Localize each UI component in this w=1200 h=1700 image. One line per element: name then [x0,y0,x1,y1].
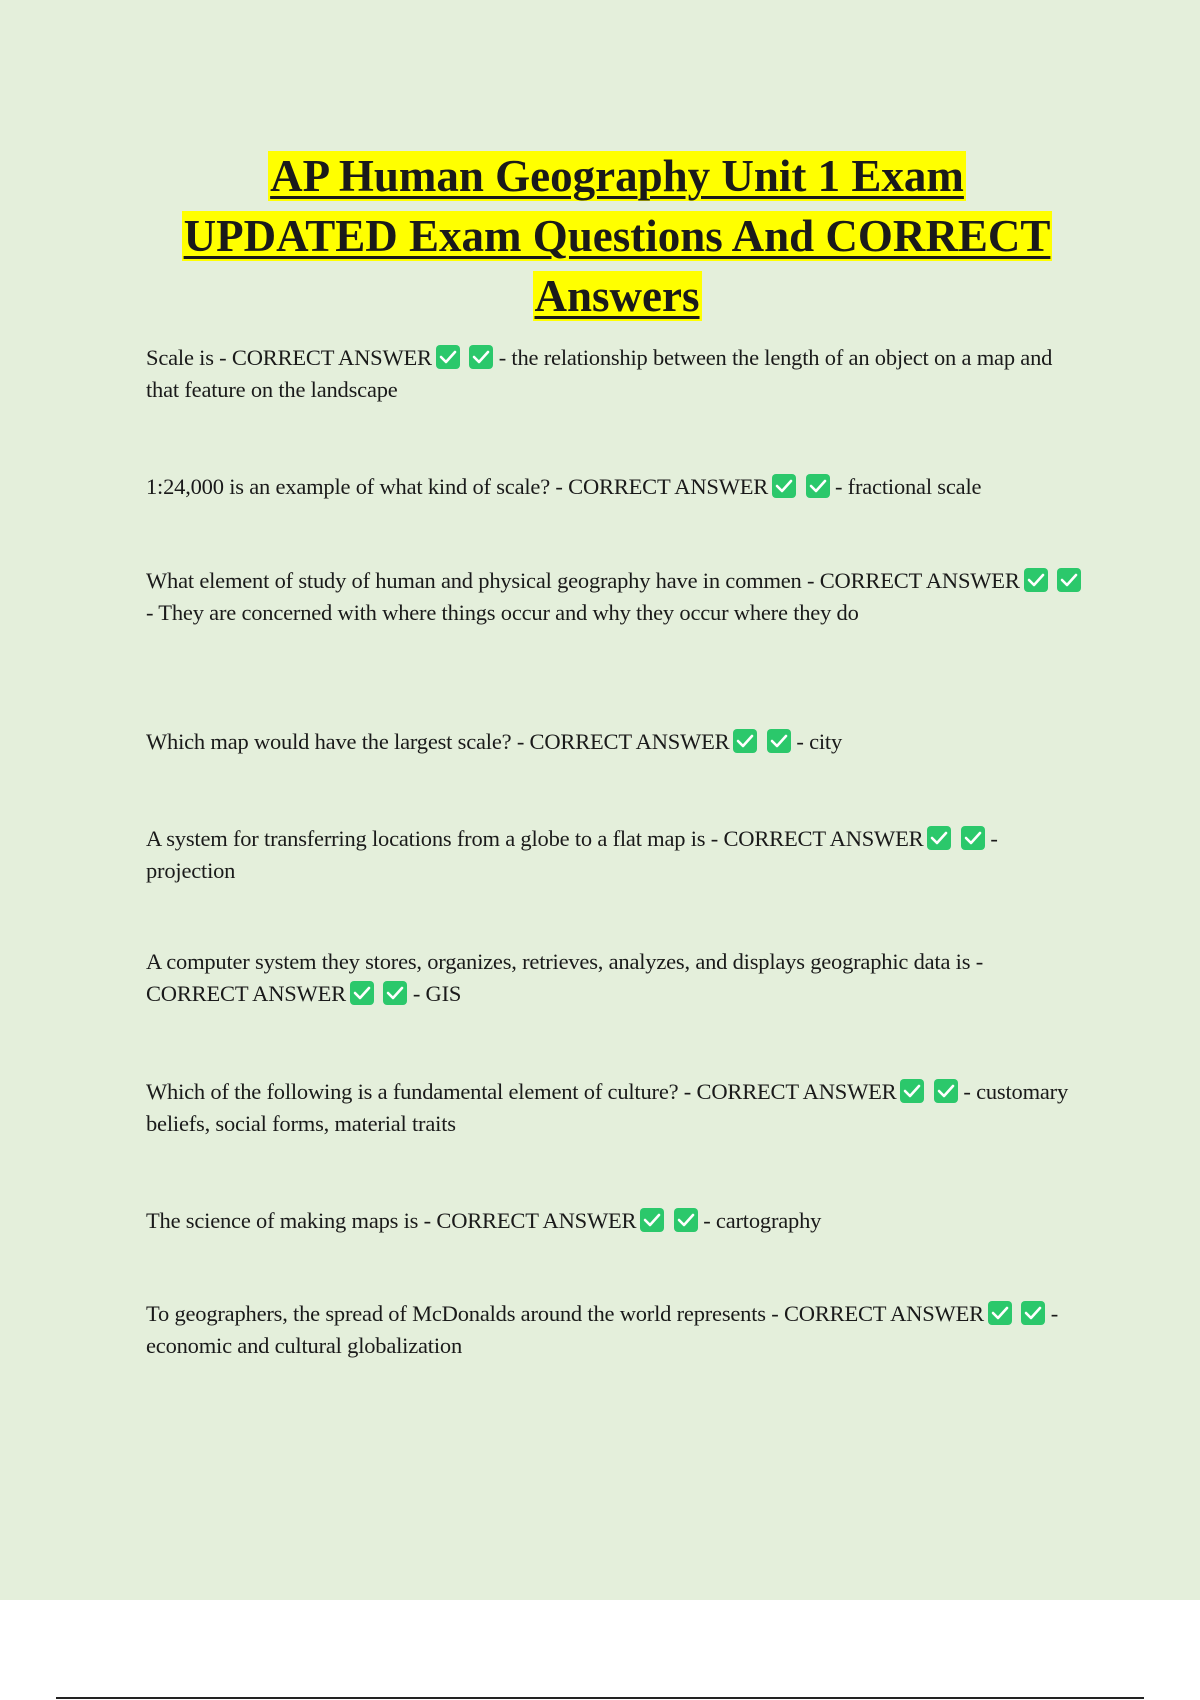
question-text: Which map would have the largest scale? - CORRECT ANSWER [146,729,730,754]
check-mark-icon [1024,568,1048,592]
question-text: 1:24,000 is an example of what kind of scale? - CORRECT ANSWER [146,474,769,499]
question-text: A computer system they stores, organizes, retrieves, analyzes, and displays geographic data is - CORRECT ANSWER [146,949,984,1006]
answer-text: - the relationship between the length of an object on a map and that feature on the landscape [146,345,1053,402]
check-mark-icon [900,1079,924,1103]
check-mark-icon [733,729,757,753]
check-mark-icon [806,474,830,498]
check-mark-icon [772,474,796,498]
qa-item [146,1205,1086,1237]
check-mark-icon [350,981,374,1005]
check-mark-icon [927,826,951,850]
check-mark-icon [436,345,460,369]
answer-text: - GIS [412,981,462,1006]
qa-item [146,946,1086,1010]
footer-divider [56,1697,1144,1699]
answer-text: - projection [146,826,998,883]
qa-item [146,1076,1086,1140]
qa-item [146,1298,1086,1362]
question-text: Which of the following is a fundamental element of culture? - CORRECT ANSWER [146,1079,897,1104]
check-mark-icon [934,1079,958,1103]
title-line: AP Human Geography Unit 1 Exam [270,151,964,201]
question-text: What element of study of human and physical geography have in commen - CORRECT ANSWER [146,568,1020,593]
check-mark-icon [1021,1301,1045,1325]
qa-item [146,471,1086,503]
check-mark-icon [640,1208,664,1232]
answer-text: - They are concerned with where things occur and why they occur where they do [146,600,859,625]
check-mark-icon [383,981,407,1005]
qa-item [146,342,1086,406]
answer-text: - cartography [703,1208,822,1233]
check-mark-icon [988,1301,1012,1325]
document-title [100,146,1134,326]
question-text: Scale is - CORRECT ANSWER [146,345,432,370]
check-mark-icon [961,826,985,850]
answer-text: - economic and cultural globalization [146,1301,1059,1358]
answer-text: - fractional scale [834,474,982,499]
question-text: To geographers, the spread of McDonalds around the world represents - CORRECT ANSWER [146,1301,984,1326]
check-mark-icon [674,1208,698,1232]
qa-item [146,726,1086,758]
check-mark-icon [767,729,791,753]
answer-text: - customary beliefs, social forms, material traits [146,1079,1069,1136]
answer-text: - city [796,729,843,754]
qa-item [146,823,1086,887]
title-line: Answers [534,271,700,321]
question-text: The science of making maps is - CORRECT ANSWER [146,1208,637,1233]
title-line: UPDATED Exam Questions And CORRECT [183,211,1051,261]
check-mark-icon [1057,568,1081,592]
qa-item [146,565,1086,629]
question-text: A system for transferring locations from a globe to a flat map is - CORRECT ANSWER [146,826,924,851]
check-mark-icon [469,345,493,369]
